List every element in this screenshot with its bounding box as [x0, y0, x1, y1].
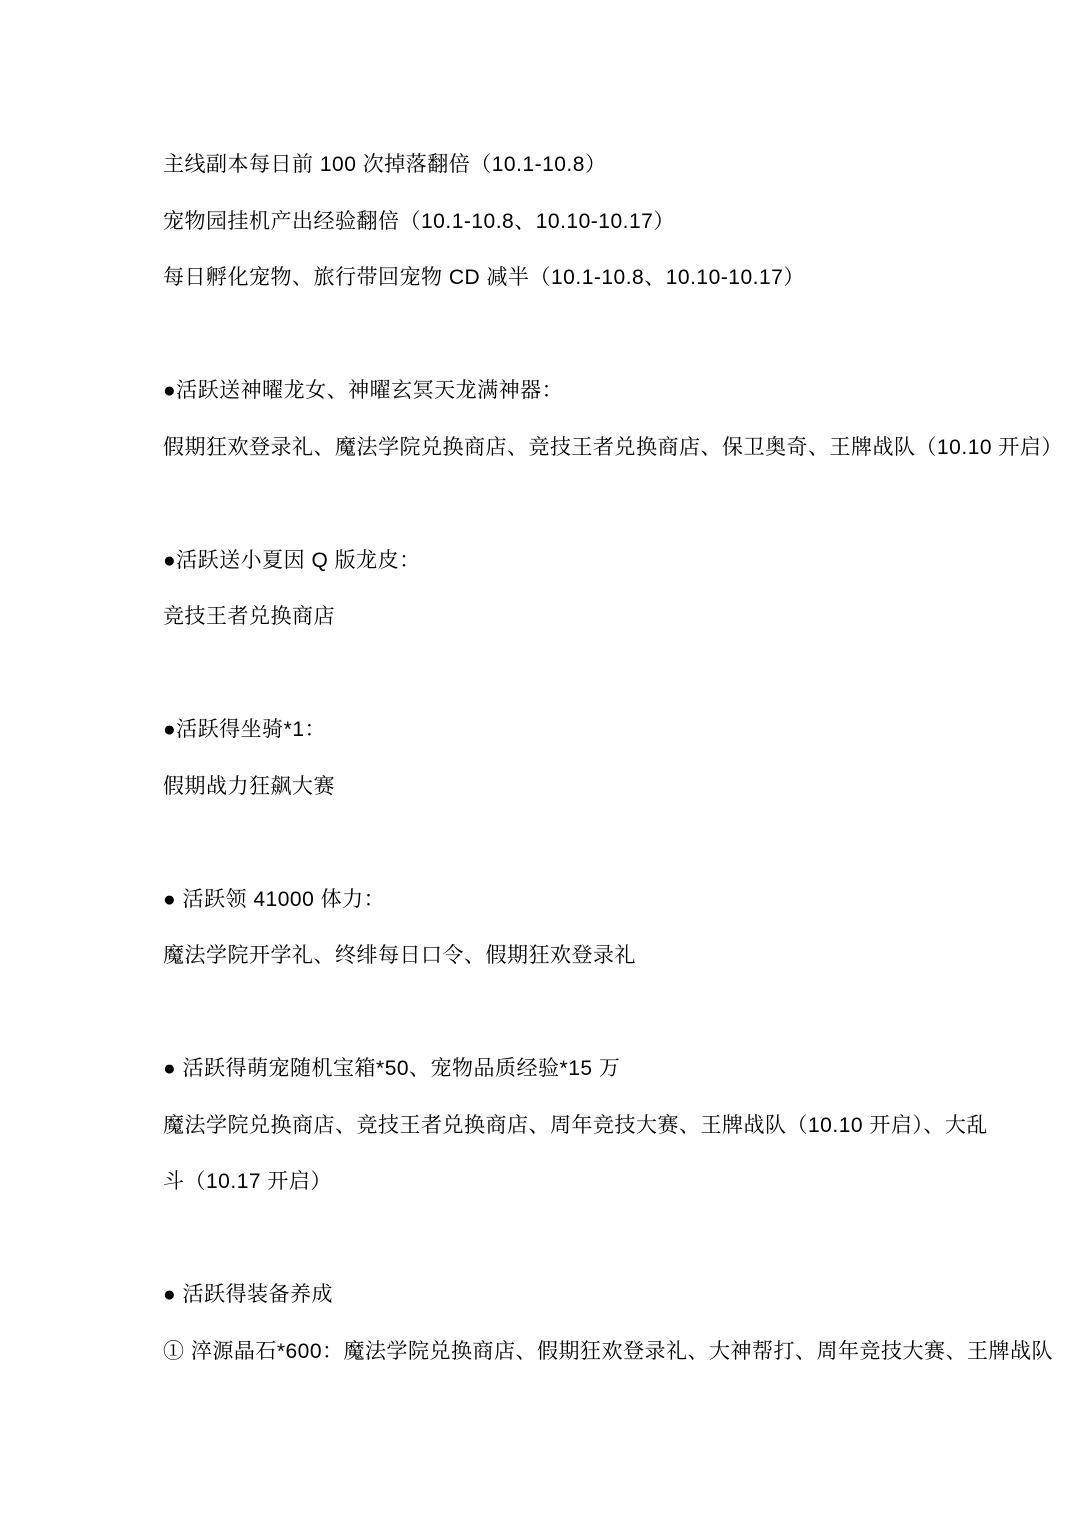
- doc-section-pet-chest-reward: [163, 1041, 988, 1211]
- doc-line: ● 活跃得装备养成: [163, 1283, 334, 1306]
- doc-line: 斗（10.17 开启）: [163, 1170, 332, 1193]
- doc-section-artifact-reward: [163, 363, 1063, 476]
- doc-line: 宠物园挂机产出经验翻倍（10.1-10.8、10.10-10.17）: [163, 209, 675, 233]
- doc-line: 主线副本每日前 100 次掉落翻倍（10.1-10.8）: [163, 153, 607, 176]
- doc-section-stamina-reward: [163, 872, 935, 985]
- doc-line: 竞技王者兑换商店: [163, 605, 335, 628]
- doc-line: ● 活跃得萌宠随机宝箱*50、宠物品质经验*15 万: [163, 1057, 621, 1080]
- doc-line: 假期狂欢登录礼、魔法学院兑换商店、竞技王者兑换商店、保卫奥奇、王牌战队（10.10 开启）: [163, 435, 1063, 459]
- doc-line: 假期战力狂飙大赛: [163, 774, 335, 798]
- doc-line: ● 活跃领 41000 体力：: [163, 887, 386, 911]
- doc-line: 魔法学院兑换商店、竞技王者兑换商店、周年竞技大赛、王牌战队（10.10 开启）、大乱: [163, 1113, 988, 1137]
- doc-line: ●活跃送神曜龙女、神曜玄冥天龙满神器：: [163, 379, 564, 402]
- doc-line: ① 淬源晶石*600：魔法学院兑换商店、假期狂欢登录礼、大神帮打、周年竞技大赛、王牌战队: [163, 1339, 1054, 1363]
- doc-line: 魔法学院开学礼、终绯每日口令、假期狂欢登录礼: [163, 944, 636, 967]
- doc-section-dragon-skin-reward: [163, 533, 935, 646]
- doc-section-equipment-reward: [163, 1267, 1054, 1380]
- doc-line: ●活跃得坐骑*1：: [163, 718, 327, 741]
- doc-section-mount-reward: [163, 702, 935, 815]
- doc-line: ●活跃送小夏因 Q 版龙皮：: [163, 548, 421, 572]
- doc-section-daily-buffs: [163, 137, 935, 307]
- doc-line: 每日孵化宠物、旅行带回宠物 CD 减半（10.1-10.8、10.10-10.17）: [163, 266, 805, 289]
